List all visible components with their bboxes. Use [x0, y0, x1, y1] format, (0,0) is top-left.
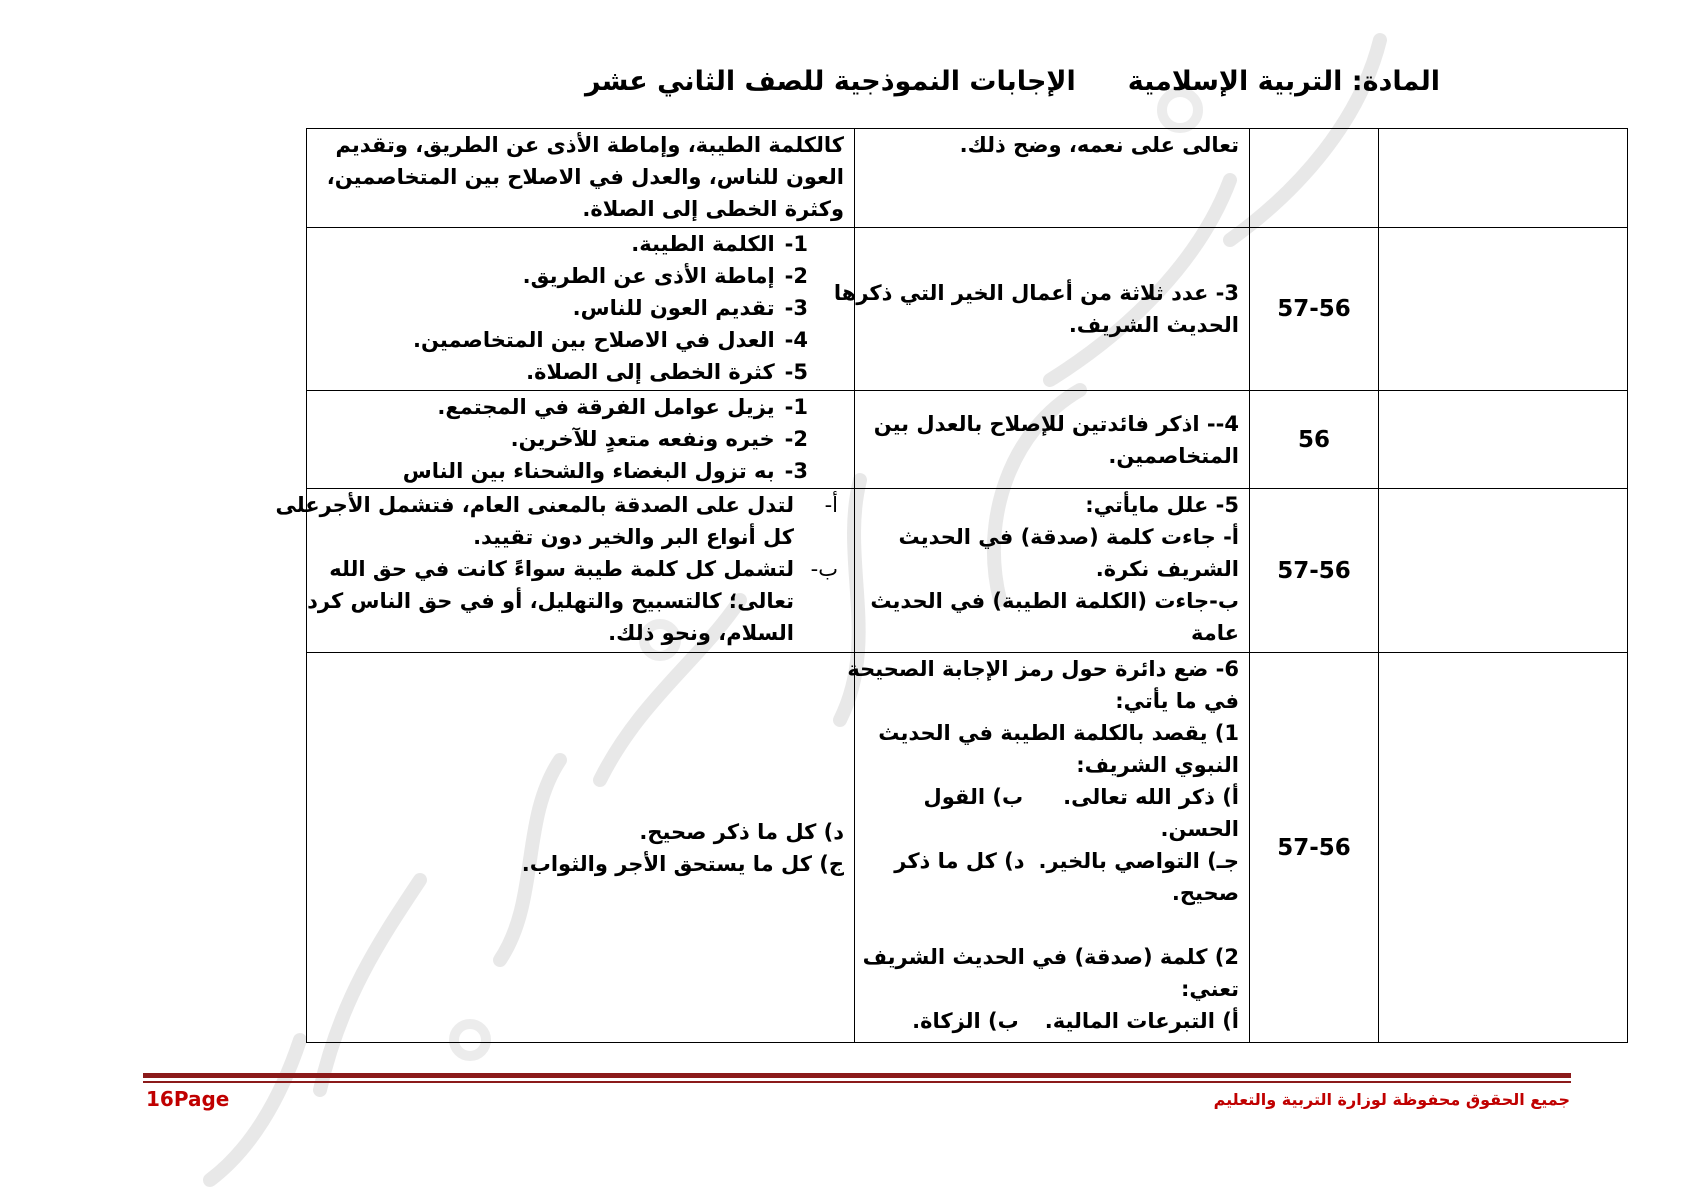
answer-text: تعالى؛ كالتسبيح والتهليل، أو في حق الناس كرد [307, 589, 794, 613]
answer-cell [307, 129, 855, 228]
table-row [307, 653, 1628, 1043]
question-cell [833, 228, 1250, 391]
answer-text: ج) كل ما يستحق الأجر والثواب. [521, 851, 844, 876]
answer-item: 2- خيره ونفعه متعدٍ للآخرين. [510, 427, 808, 451]
blank-cell [1379, 653, 1628, 1043]
answer-item: 2- إماطة الأذى عن الطريق. [522, 264, 808, 288]
question-text: الحديث الشريف. [1068, 313, 1239, 337]
answer-text: كل أنواع البر والخير دون تقييد. [473, 525, 794, 549]
option-row [865, 1005, 1239, 1037]
answer-cell [307, 391, 855, 489]
option-continuation: الحسن. [1160, 817, 1239, 841]
answer-text: العون للناس، والعدل في الاصلاح بين المتخاصمين، [326, 165, 844, 189]
option-d: د) كل ما ذكر [894, 849, 1025, 873]
option-c: جـ) التواصي بالخير. [1038, 849, 1239, 873]
page-number: 16Page [146, 1087, 230, 1111]
question-text: المتخاصمين. [1108, 443, 1239, 468]
option-a: أ) التبرعات المالية. [1044, 1009, 1239, 1033]
question-cell [847, 653, 1250, 1043]
table-row [307, 228, 1628, 391]
answer-text: لتدل على الصدقة بالمعنى العام، فتشمل الأجرعلى [275, 493, 794, 517]
page-ref-cell: 57-56 [1250, 228, 1379, 391]
question-text: 5- علل مايأتي: [1085, 493, 1239, 517]
option-row [865, 845, 1239, 877]
answer-text: د) كل ما ذكر صحيح. [639, 819, 844, 844]
option-b: ب) الزكاة. [912, 1009, 1019, 1033]
answer-b-marker: ب- [810, 557, 838, 581]
question-text: 6- ضع دائرة حول رمز الإجابة الصحيحة [847, 657, 1239, 681]
answer-item: 3- به تزول البغضاء والشحناء بين الناس [402, 459, 808, 483]
question-text: 4-- اذكر فائدتين للإصلاح بالعدل بين [873, 411, 1239, 436]
question-text: أ- جاءت كلمة (صدقة) في الحديث [898, 525, 1239, 549]
answers-table [275, 128, 1628, 1043]
answer-item: 5- كثرة الخطى إلى الصلاة. [526, 360, 808, 384]
subject-heading: المادة: التربية الإسلامية [1127, 66, 1440, 97]
answer-text: كالكلمة الطيبة، وإماطة الأذى عن الطريق، وتقديم [335, 133, 844, 157]
blank-cell [1379, 489, 1628, 653]
question-text: 3- عدد ثلاثة من أعمال الخير التي ذكرها [833, 281, 1239, 305]
page-ref-cell: 57-56 [1250, 653, 1379, 1043]
page-ref-cell: 57-56 [1250, 489, 1379, 653]
answer-item: 3- تقديم العون للناس. [572, 296, 808, 320]
answer-item: 4- العدل في الاصلاح بين المتخاصمين. [413, 328, 808, 352]
question-text: تعني: [1181, 977, 1239, 1001]
question-text: 1) يقصد بالكلمة الطيبة في الحديث [878, 721, 1239, 745]
question-cell [855, 489, 1250, 653]
table-row [307, 391, 1628, 489]
page-ref-cell [1250, 129, 1379, 228]
blank-cell [1379, 129, 1628, 228]
answer-text: لتشمل كل كلمة طيبة سواءً كانت في حق الله [329, 557, 794, 581]
page-ref-cell: 56 [1250, 391, 1379, 489]
question-text: تعالى على نعمه، وضح ذلك. [959, 133, 1239, 157]
question-text: في ما يأتي: [1115, 689, 1239, 713]
footer-divider [143, 1073, 1571, 1078]
option-row [865, 781, 1239, 813]
answer-b [307, 553, 838, 649]
answer-cell [275, 489, 855, 653]
blank-cell [1379, 228, 1628, 391]
answer-a [275, 489, 838, 553]
option-continuation: صحيح. [1171, 881, 1239, 905]
option-a: أ) ذكر الله تعالى. [1063, 785, 1239, 809]
table-row [307, 129, 1628, 228]
blank-cell [1379, 391, 1628, 489]
answer-item: 1- يزيل عوامل الفرقة في المجتمع. [437, 395, 808, 419]
answer-cell [307, 228, 855, 391]
answer-item: 1- الكلمة الطيبة. [631, 232, 808, 256]
question-text: 2) كلمة (صدقة) في الحديث الشريف [862, 945, 1239, 969]
question-cell [855, 391, 1250, 489]
answer-text: السلام، ونحو ذلك. [608, 621, 794, 645]
option-b: ب) القول [923, 785, 1024, 809]
question-cell [855, 129, 1250, 228]
question-text: النبوي الشريف: [1076, 753, 1239, 777]
answer-a-marker: أ- [824, 493, 838, 517]
question-text: ب-جاءت (الكلمة الطيبة) في الحديث [870, 589, 1239, 613]
page-title: الإجابات النموذجية للصف الثاني عشر [585, 66, 1076, 97]
footer-divider-thin [143, 1081, 1571, 1083]
question-text: الشريف نكرة. [1095, 557, 1239, 581]
answer-cell [307, 653, 855, 1043]
footer-rights: جميع الحقوق محفوظة لوزارة التربية والتعليم [1213, 1090, 1570, 1109]
table-row [307, 489, 1628, 653]
question-text: عامة [1191, 621, 1239, 645]
answer-text: وكثرة الخطى إلى الصلاة. [582, 197, 844, 221]
